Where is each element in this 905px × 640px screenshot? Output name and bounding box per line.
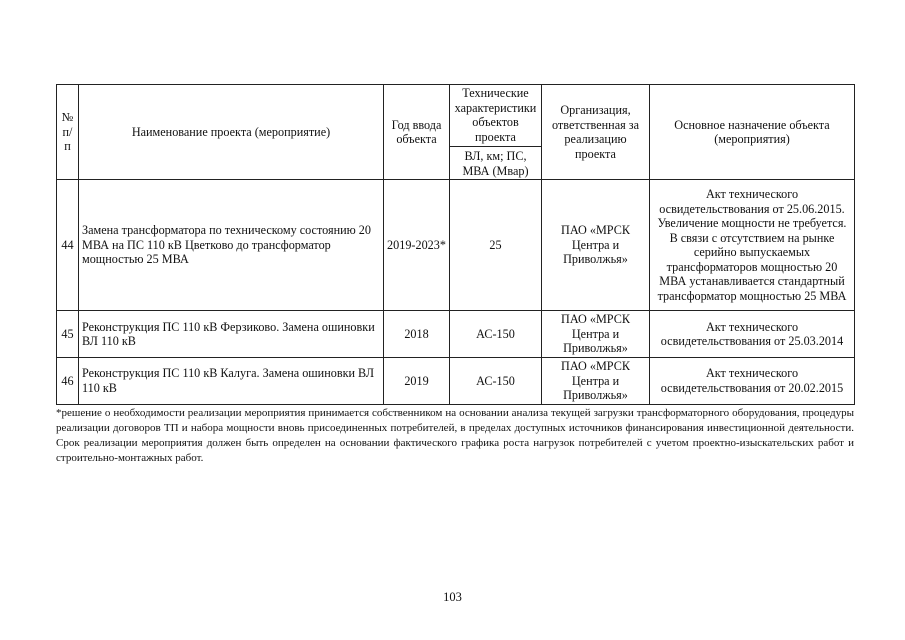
header-purpose: Основное назначение объекта (мероприятия)	[650, 85, 855, 180]
row-year: 2019	[384, 358, 450, 405]
page-number: 103	[443, 590, 462, 604]
table-row	[57, 358, 855, 405]
row-tech: АС-150	[450, 358, 542, 405]
row-tech: АС-150	[450, 311, 542, 358]
row-tech: 25	[450, 180, 542, 311]
row-year: 2019-2023*	[384, 180, 450, 311]
row-org: ПАО «МРСК Центра и Приволжья»	[542, 358, 650, 405]
header-year: Год ввода объекта	[384, 85, 450, 180]
table-row	[57, 180, 855, 311]
row-org: ПАО «МРСК Центра и Приволжья»	[542, 180, 650, 311]
footnote: *решение о необходимости реализации мероприятия принимается собственником на основании анализа текущей загрузки трансформаторного оборудования, процедуры реализации договоров ТП и набора мощности вновь присоединенных потребителей, в пределах доступных источников финансирования инвестиционной деятельности. Срок реализации мероприятия должен быть определен на основании фактического графика роста нагрузок потребителей с учетом проектно-изыскательских работ и строительно-монтажных работ.	[56, 407, 854, 464]
table-header-row	[57, 85, 855, 180]
row-purpose: Акт технического освидетельствования от 20.02.2015	[650, 358, 855, 405]
header-num: № п/п	[57, 85, 79, 180]
row-name: Реконструкция ПС 110 кВ Калуга. Замена ошиновки ВЛ 110 кВ	[79, 358, 384, 405]
row-purpose: Акт технического освидетельствования от 25.06.2015. Увеличение мощности не требуется. В связи с отсутствием на рынке серийно выпускаемых трансформаторов мощностью 20 МВА устанавливается стандартный трансформатор мощностью 25 МВА	[650, 180, 855, 311]
row-purpose: Акт технического освидетельствования от 25.03.2014	[650, 311, 855, 358]
row-num: 46	[57, 358, 79, 405]
investment-projects-table	[56, 84, 855, 405]
header-org: Организация, ответственная за реализацию проекта	[542, 85, 650, 180]
header-name: Наименование проекта (мероприятие)	[79, 85, 384, 180]
row-name: Реконструкция ПС 110 кВ Ферзиково. Замена ошиновки ВЛ 110 кВ	[79, 311, 384, 358]
row-num: 45	[57, 311, 79, 358]
row-year: 2018	[384, 311, 450, 358]
row-name: Замена трансформатора по техническому состоянию 20 МВА на ПС 110 кВ Цветково до трансформатор мощностью 25 МВА	[79, 180, 384, 311]
header-tech-units: ВЛ, км; ПС, МВА (Мвар)	[450, 146, 541, 178]
header-tech	[450, 85, 542, 180]
row-org: ПАО «МРСК Центра и Приволжья»	[542, 311, 650, 358]
header-tech-top: Технические характеристики объектов проекта	[454, 86, 537, 144]
table-row	[57, 311, 855, 358]
row-num: 44	[57, 180, 79, 311]
